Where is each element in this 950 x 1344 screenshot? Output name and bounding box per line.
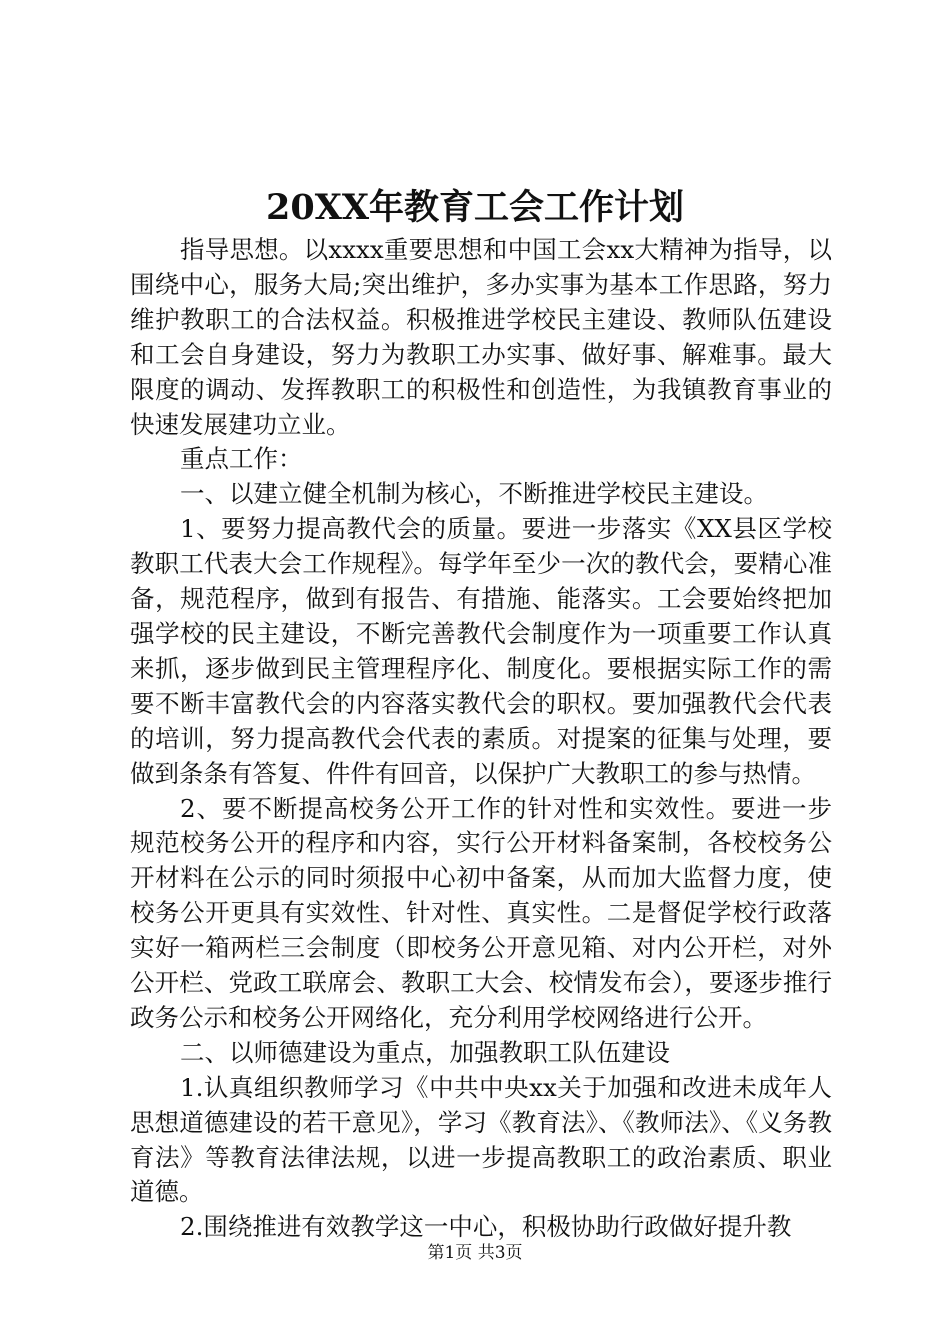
section-heading-2: 二、以师德建设为重点，加强教职工队伍建设 <box>180 1037 670 1067</box>
paragraph-guiding-ideology: 指导思想。以xxxx重要思想和中国工会xx大精神为指导，以围绕中心，服务大局;突出维护，多办实事为基本工作思路，努力维护教职工的合法权益。积极推进学校民主建设、教师队伍建设和工会自身建设，努力为教职工办实事、做好事、解难事。最大限度的调动、发挥教职工的积极性和创造性，为我镇教育事业的快速发展建功立业。 <box>130 235 832 439</box>
paragraph-item-2-2: 2.围绕推进有效教学这一中心，积极协助行政做好提升教 <box>180 1212 792 1242</box>
page-number-footer: 第1页 共3页 <box>427 1243 523 1263</box>
paragraph-key-work-heading: 重点工作： <box>180 444 303 474</box>
paragraph-item-1-2: 2、要不断提高校务公开工作的针对性和实效性。要进一步规范校务公开的程序和内容，实行公开材料备案制，各校校务公开材料在公示的同时须报中心初中备案，从而加大监督力度，使校务公开更具有实效性、针对性、真实性。二是督促学校行政落实好一箱两栏三会制度（即校务公开意见箱、对内公开栏，对外公开栏、党政工联席会、教职工大会、校情发布会），要逐步推行政务公示和校务公开网络化，充分利用学校网络进行公开。 <box>130 793 832 1032</box>
document-title: 20XX年教育工会工作计划 <box>265 187 685 228</box>
paragraph-item-2-1: 1.认真组织教师学习《中共中央xx关于加强和改进未成年人思想道德建设的若干意见》，学习《教育法》、《教师法》、《义务教育法》等教育法律法规，以进一步提高教职工的政治素质、职业道德。 <box>130 1072 832 1207</box>
document-body <box>130 233 832 1245</box>
section-heading-1: 一、以建立健全机制为核心，不断推进学校民主建设。 <box>180 479 768 509</box>
paragraph-item-1-1: 1、要努力提高教代会的质量。要进一步落实《XX县区学校教职工代表大会工作规程》。每学年至少一次的教代会，要精心准备，规范程序，做到有报告、有措施、能落实。工会要始终把加强学校的民主建设，不断完善教代会制度作为一项重要工作认真来抓，逐步做到民主管理程序化、制度化。要根据实际工作的需要不断丰富教代会的内容落实教代会的职权。要加强教代会代表的培训，努力提高教代会代表的素质。对提案的征集与处理，要做到条条有答复、件件有回音，以保护广大教职工的参与热情。 <box>130 514 832 788</box>
